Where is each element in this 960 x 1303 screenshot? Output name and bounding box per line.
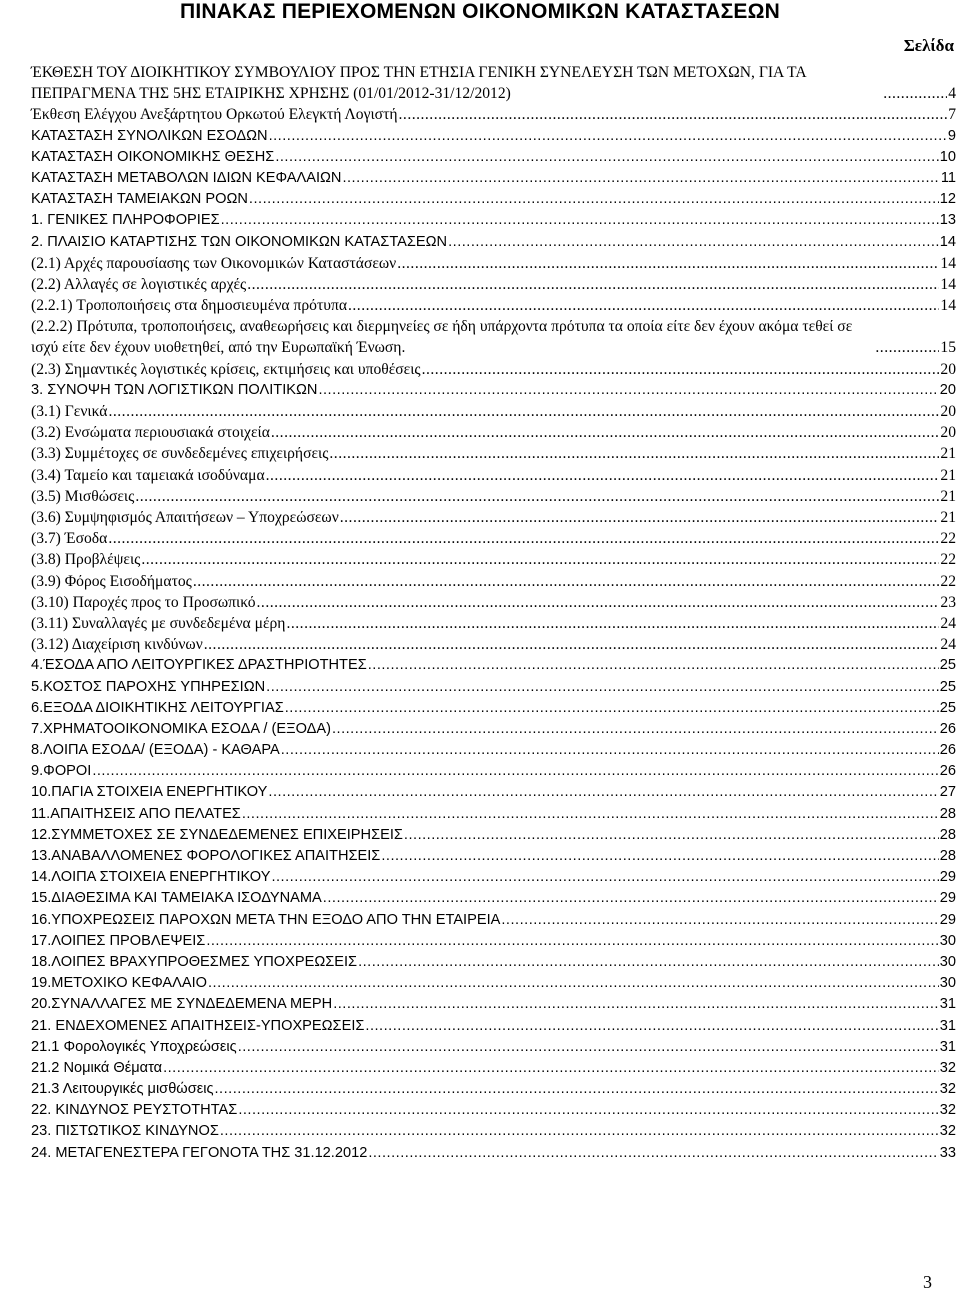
toc-entry-text: 6.ΕΞΟΔΑ ΔΙΟΙΚΗΤΙΚΗΣ ΛΕΙΤΟΥΡΓΙΑΣ [31, 699, 284, 716]
toc-entry[interactable] [31, 486, 956, 507]
toc-entry[interactable] [31, 253, 956, 274]
toc-entry-text: (2.2) Αλλαγές σε λογιστικές αρχές [31, 275, 247, 293]
toc-entry-text: 23. ΠΙΣΤΩΤΙΚΟΣ ΚΙΝΔΥΝΟΣ [31, 1123, 219, 1140]
toc-entry[interactable] [31, 359, 956, 380]
toc-entry[interactable] [31, 465, 956, 486]
toc-entry[interactable] [31, 443, 956, 464]
toc-entry-page: 27 [939, 784, 956, 801]
toc-entry[interactable] [31, 1079, 956, 1100]
dot-leader [501, 910, 938, 931]
dot-leader [135, 486, 939, 507]
toc-entry[interactable] [31, 719, 956, 740]
toc-entry[interactable] [31, 295, 956, 316]
dot-leader [358, 952, 939, 973]
toc-entry-text: 10.ΠΑΓΙΑ ΣΤΟΙΧΕΙΑ ΕΝΕΡΓΗΤΙΚΟΥ [31, 784, 268, 801]
toc-entry-page: 9 [947, 127, 956, 144]
dot-leader [342, 168, 939, 189]
dot-leader [247, 274, 939, 295]
dot-leader [332, 719, 939, 740]
dot-leader [249, 189, 939, 210]
toc-entry-page: 26 [939, 720, 956, 737]
dot-leader [399, 104, 948, 125]
toc-entry[interactable] [31, 126, 956, 147]
toc-entry[interactable] [31, 1143, 956, 1164]
toc-entry[interactable] [31, 528, 956, 549]
dot-leader [269, 126, 947, 147]
dot-leader [281, 740, 939, 761]
toc-entry[interactable] [31, 232, 956, 253]
toc-entry-text: 8.ΛΟΙΠΑ ΕΣΟΔΑ/ (ΕΞΟΔΑ) - ΚΑΘΑΡΑ [31, 742, 280, 759]
toc-entry-page: 32 [939, 1123, 956, 1140]
toc-entry[interactable] [31, 168, 956, 189]
toc-entry-text: 16.ΥΠΟΧΡΕΩΣΕΙΣ ΠΑΡΟΧΩΝ ΜΕΤΑ ΤΗΝ ΕΞΟΔΟ ΑΠΟ ΤΗΝ ΕΤΑΙΡΕΙΑ [31, 911, 501, 928]
toc-entry[interactable] [31, 994, 956, 1015]
toc-entry-page: 24 [940, 614, 956, 632]
dot-leader [266, 465, 940, 486]
dot-leader [238, 1100, 938, 1121]
toc-entry-text: (3.2) Ενσώματα περιουσιακά στοιχεία [31, 424, 270, 442]
toc-entry[interactable] [31, 740, 956, 761]
toc-entry-text: (2.2.1) Τροποποιήσεις στα δημοσιευμένα πρότυπα [31, 297, 347, 315]
dot-leader [275, 147, 938, 168]
toc-entry[interactable] [31, 210, 956, 231]
page-title: ΠΙΝΑΚΑΣ ΠΕΡΙΕΧΟΜΕΝΩΝ ΟΙΚΟΝΟΜΙΚΩΝ ΚΑΤΑΣΤΑΣΕΩΝ [180, 0, 780, 23]
toc-entry[interactable] [31, 507, 956, 528]
toc-entry-text: 14.ΛΟΙΠΑ ΣΤΟΙΧΕΙΑ ΕΝΕΡΓΗΤΙΚΟΥ [31, 869, 271, 886]
toc-entry-text: Έκθεση Ελέγχου Ανεξάρτητου Ορκωτού Ελεγκτή Λογιστή [31, 106, 398, 124]
toc-entry-text: (3.5) Μισθώσεις [31, 487, 135, 505]
toc-entry-page: 30 [939, 975, 956, 992]
toc-entry-text: (3.4) Ταμείο και ταμειακά ισοδύναμα [31, 466, 265, 484]
toc-entry-text: 17.ΛΟΙΠΕΣ ΠΡΟΒΛΕΨΕΙΣ [31, 932, 206, 949]
toc-entry-page: 25 [939, 657, 956, 674]
dot-leader [257, 592, 940, 613]
dot-leader [348, 295, 939, 316]
toc-entry-text: 4.ΈΣΟΔΑ ΑΠΟ ΛΕΙΤΟΥΡΓΙΚΕΣ ΔΡΑΣΤΗΡΙΟΤΗΤΕΣ [31, 657, 367, 674]
toc-entry[interactable] [31, 952, 956, 973]
toc-entry-text: 22. ΚΙΝΔΥΝΟΣ ΡΕΥΣΤΟΤΗΤΑΣ [31, 1102, 238, 1119]
toc-entry-page: 33 [939, 1144, 956, 1161]
toc-entry[interactable] [31, 634, 956, 655]
toc-entry-page: 31 [939, 1038, 956, 1055]
dot-leader [204, 634, 940, 655]
toc-entry-text: ΚΑΤΑΣΤΑΣΗ ΜΕΤΑΒΟΛΩΝ ΙΔΙΩΝ ΚΕΦΑΛΑΙΩΝ [31, 169, 342, 186]
toc-entry-page: 20 [940, 424, 956, 442]
toc-entry[interactable] [31, 1016, 956, 1037]
dot-leader [108, 401, 939, 422]
table-of-contents [31, 62, 956, 1164]
toc-entry-page: 29 [939, 890, 956, 907]
toc-entry[interactable] [31, 698, 956, 719]
toc-entry-text: 7.ΧΡΗΜΑΤΟΟΙΚΟΝΟΜΙΚΑ ΕΣΟΔΑ / (ΕΞΟΔΑ) [31, 720, 331, 737]
toc-entry-text: 9.ΦΟΡΟΙ [31, 763, 92, 780]
toc-entry-page: 15 [940, 339, 956, 357]
dot-leader [268, 782, 938, 803]
dot-leader [108, 528, 939, 549]
toc-entry-text: 11.ΑΠΑΙΤΗΣΕΙΣ ΑΠΟ ΠΕΛΑΤΕΣ [31, 805, 241, 822]
toc-entry-text: (3.1) Γενικά [31, 403, 108, 421]
toc-entry-page: 20 [940, 403, 956, 421]
toc-entry-text: 20.ΣΥΝΑΛΛΑΓΕΣ ΜΕ ΣΥΝΔΕΔΕΜΕΝΑ ΜΕΡΗ [31, 996, 333, 1013]
toc-entry-text: ΚΑΤΑΣΤΑΣΗ ΤΑΜΕΙΑΚΩΝ ΡΟΩΝ [31, 191, 248, 208]
toc-entry[interactable] [31, 104, 956, 125]
toc-entry-page: 21 [940, 487, 956, 505]
dot-leader [266, 677, 939, 698]
toc-entry-page: 32 [939, 1059, 956, 1076]
dot-leader [242, 804, 939, 825]
toc-entry-text: 19.ΜΕΤΟΧΙΚΟ ΚΕΦΑΛΑΙΟ [31, 975, 207, 992]
toc-entry-page: 25 [939, 699, 956, 716]
toc-entry-page: 21 [940, 509, 956, 526]
dot-leader [92, 761, 938, 782]
toc-entry-page: 22 [940, 530, 956, 548]
toc-entry[interactable] [31, 761, 956, 782]
dot-leader [271, 867, 938, 888]
toc-entry-page: 14 [940, 254, 956, 272]
toc-entry[interactable] [31, 422, 956, 443]
dot-leader [404, 825, 939, 846]
toc-entry[interactable] [31, 62, 956, 104]
toc-entry-page: 12 [939, 191, 956, 208]
dot-leader [875, 337, 939, 358]
toc-entry-page: 30 [939, 932, 956, 949]
toc-entry[interactable] [31, 147, 956, 168]
toc-entry-page: 7 [948, 106, 956, 124]
toc-entry-text: 24. ΜΕΤΑΓΕΝΕΣΤΕΡΑ ΓΕΓΟΝΟΤΑ ΤΗΣ 31.12.2012 [31, 1144, 368, 1161]
dot-leader [163, 1058, 939, 1079]
toc-entry-text: 21. ΕΝΔΕΧΟΜΕΝΕΣ ΑΠΑΙΤΗΣΕΙΣ-ΥΠΟΧΡΕΩΣΕΙΣ [31, 1017, 365, 1034]
toc-entry-page: 32 [939, 1081, 956, 1098]
dot-leader [448, 232, 939, 253]
toc-entry[interactable] [31, 846, 956, 867]
toc-entry[interactable] [31, 549, 956, 570]
toc-entry[interactable] [31, 804, 956, 825]
toc-entry[interactable] [31, 274, 956, 295]
toc-entry-page: 22 [940, 572, 956, 590]
toc-entry[interactable] [31, 973, 956, 994]
toc-entry[interactable] [31, 189, 956, 210]
toc-entry-text: (3.6) Συμψηφισμός Απαιτήσεων – Υποχρεώσεων [31, 509, 339, 526]
dot-leader [220, 1121, 939, 1142]
toc-entry-page: 26 [939, 742, 956, 759]
toc-entry[interactable] [31, 782, 956, 803]
toc-entry-page: 22 [940, 551, 956, 569]
toc-entry[interactable] [31, 571, 956, 592]
toc-entry-text: 12.ΣΥΜΜΕΤΟΧΕΣ ΣΕ ΣΥΝΔΕΔΕΜΕΝΕΣ ΕΠΙΧΕΙΡΗΣΕΙΣ [31, 826, 403, 843]
toc-entry-page: 20 [940, 360, 956, 378]
toc-entry[interactable] [31, 1121, 956, 1142]
toc-entry-page: 24 [940, 636, 956, 654]
toc-entry-text: 1. ΓΕΝΙΚΕΣ ΠΛΗΡΟΦΟΡΙΕΣ [31, 212, 220, 229]
toc-entry-page: 32 [939, 1102, 956, 1119]
toc-entry-text: 15.ΔΙΑΘΕΣΙΜΑ ΚΑΙ ΤΑΜΕΙΑΚΑ ΙΣΟΔΥΝΑΜΑ [31, 890, 322, 907]
toc-entry-text: 2. ΠΛΑΙΣΙΟ ΚΑΤΑΡΤΙΣΗΣ ΤΩΝ ΟΙΚΟΝΟΜΙΚΩΝ ΚΑΤΑΣΤΑΣΕΩΝ [31, 233, 448, 250]
toc-entry-page: 23 [940, 593, 956, 611]
toc-entry-text: 13.ΑΝΑΒΑΛΛΟΜΕΝΕΣ ΦΟΡΟΛΟΓΙΚΕΣ ΑΠΑΙΤΗΣΕΙΣ [31, 848, 381, 864]
dot-leader [238, 1037, 939, 1058]
dot-leader [215, 1079, 939, 1100]
dot-leader [193, 571, 940, 592]
toc-entry-page: 25 [939, 678, 956, 695]
toc-entry[interactable] [31, 677, 956, 698]
dot-leader [333, 994, 939, 1015]
toc-entry-page: 13 [939, 212, 956, 229]
toc-entry-page: 31 [939, 996, 956, 1013]
dot-leader [208, 973, 939, 994]
toc-entry-page: 10 [939, 148, 956, 165]
toc-entry-page: 29 [939, 869, 956, 886]
toc-entry[interactable] [31, 655, 956, 676]
toc-entry-page: 31 [939, 1017, 956, 1034]
dot-leader [883, 83, 947, 104]
toc-entry-text: (3.11) Συναλλαγές με συνδεδεμένα μέρη [31, 614, 286, 632]
dot-leader [397, 253, 939, 274]
toc-entry[interactable] [31, 888, 956, 909]
toc-entry[interactable] [31, 931, 956, 952]
dot-leader [365, 1016, 938, 1037]
toc-entry-text: (3.7) Έσοδα [31, 530, 108, 548]
dot-leader [221, 210, 939, 231]
toc-entry-text: (3.12) Διαχείριση κινδύνων [31, 636, 203, 654]
toc-entry-page: 29 [939, 911, 956, 928]
dot-leader [422, 359, 940, 380]
toc-entry[interactable] [31, 1037, 956, 1058]
toc-entry-text: ΚΑΤΑΣΤΑΣΗ ΟΙΚΟΝΟΜΙΚΗΣ ΘΕΣΗΣ [31, 148, 275, 165]
toc-entry-text: 21.3 Λειτουργικές μισθώσεις [31, 1081, 214, 1098]
toc-entry[interactable] [31, 316, 956, 358]
dot-leader [323, 888, 939, 909]
toc-entry[interactable] [31, 910, 956, 931]
page-number: 3 [923, 1272, 932, 1292]
toc-entry-page: 11 [940, 169, 956, 186]
dot-leader [340, 507, 940, 528]
toc-entry-page: 30 [939, 953, 956, 970]
toc-entry-text: ΈΚΘΕΣΗ ΤΟΥ ΔΙΟΙΚΗΤΙΚΟΥ ΣΥΜΒΟΥΛΙΟΥ ΠΡΟΣ ΤΗΝ ΕΤΗΣΙΑ ΓΕΝΙΚΗ ΣΥΝΕΛΕΥΣΗ ΤΩΝ ΜΕΤΟΧΩΝ, ΓΙΑ ΤΑ ΠΕΠΡΑΓΜΕΝΑ ΤΗΣ 5ΗΣ ΕΤΑΙΡΙΚΗΣ ΧΡΗΣΗΣ (01/01/2012-31/12/2012) [31, 64, 806, 103]
toc-entry[interactable] [31, 1100, 956, 1121]
toc-entry[interactable] [31, 401, 956, 422]
toc-entry-page: 21 [940, 466, 956, 484]
toc-entry[interactable] [31, 825, 956, 846]
toc-entry-text: 21.1 Φορολογικές Υποχρεώσεις [31, 1038, 237, 1055]
toc-entry-text: (2.1) Αρχές παρουσίασης των Οικονομικών Καταστάσεων [31, 254, 397, 272]
page-column-label: Σελίδα [903, 36, 954, 55]
toc-entry[interactable] [31, 380, 956, 401]
dot-leader [141, 549, 939, 570]
toc-entry-text: (3.8) Προβλέψεις [31, 551, 141, 569]
toc-entry-text: (2.2.2) Πρότυπα, τροποποιήσεις, αναθεωρήσεις και διερμηνείες σε ήδη υπάρχοντα πρότυπα τα οποία είτε δεν έχουν ακόμα τεθεί σε ισχύ είτε δεν έχουν υιοθετηθεί, από την Ευρωπαϊκή Ένωση. [31, 318, 853, 357]
toc-entry-page: 28 [939, 805, 956, 822]
toc-entry-text: 18.ΛΟΙΠΕΣ ΒΡΑΧΥΠΡΟΘΕΣΜΕΣ ΥΠΟΧΡΕΩΣΕΙΣ [31, 953, 358, 970]
toc-entry-text: (3.9) Φόρος Εισοδήματος [31, 572, 192, 590]
toc-entry[interactable] [31, 592, 956, 613]
toc-entry-text: 3. ΣΥΝΟΨΗ ΤΩΝ ΛΟΓΙΣΤΙΚΩΝ ΠΟΛΙΤΙΚΩΝ [31, 381, 318, 398]
toc-entry-page: 28 [939, 826, 956, 843]
toc-entry-text: (2.3) Σημαντικές λογιστικές κρίσεις, εκτιμήσεις και υποθέσεις [31, 360, 421, 378]
dot-leader [286, 613, 939, 634]
dot-leader [368, 655, 939, 676]
toc-entry-page: 21 [940, 445, 956, 463]
toc-entry-page: 28 [939, 848, 956, 864]
toc-entry-page: 14 [940, 275, 956, 293]
dot-leader [318, 380, 938, 401]
dot-leader [271, 422, 940, 443]
toc-entry[interactable] [31, 867, 956, 888]
toc-entry-page: 20 [939, 381, 956, 398]
dot-leader [368, 1143, 938, 1164]
toc-entry[interactable] [31, 1058, 956, 1079]
toc-entry-text: 5.ΚΟΣΤΟΣ ΠΑΡΟΧΗΣ ΥΠΗΡΕΣΙΩΝ [31, 678, 266, 695]
toc-entry-page: 14 [940, 297, 956, 315]
toc-entry-text: (3.10) Παροχές προς το Προσωπικό [31, 593, 256, 611]
toc-entry-page: 14 [939, 233, 956, 250]
toc-entry-text: ΚΑΤΑΣΤΑΣΗ ΣΥΝΟΛΙΚΩΝ ΕΣΟΔΩΝ [31, 127, 268, 144]
dot-leader [285, 698, 939, 719]
dot-leader [381, 846, 938, 867]
toc-entry-text: 21.2 Νομικά Θέματα [31, 1059, 163, 1076]
dot-leader [329, 443, 939, 464]
toc-entry-page: 26 [939, 763, 956, 780]
toc-entry-text: (3.3) Συμμέτοχες σε συνδεδεμένες επιχειρήσεις [31, 445, 329, 463]
toc-entry[interactable] [31, 613, 956, 634]
toc-entry-page: 4 [948, 85, 956, 103]
dot-leader [206, 931, 938, 952]
